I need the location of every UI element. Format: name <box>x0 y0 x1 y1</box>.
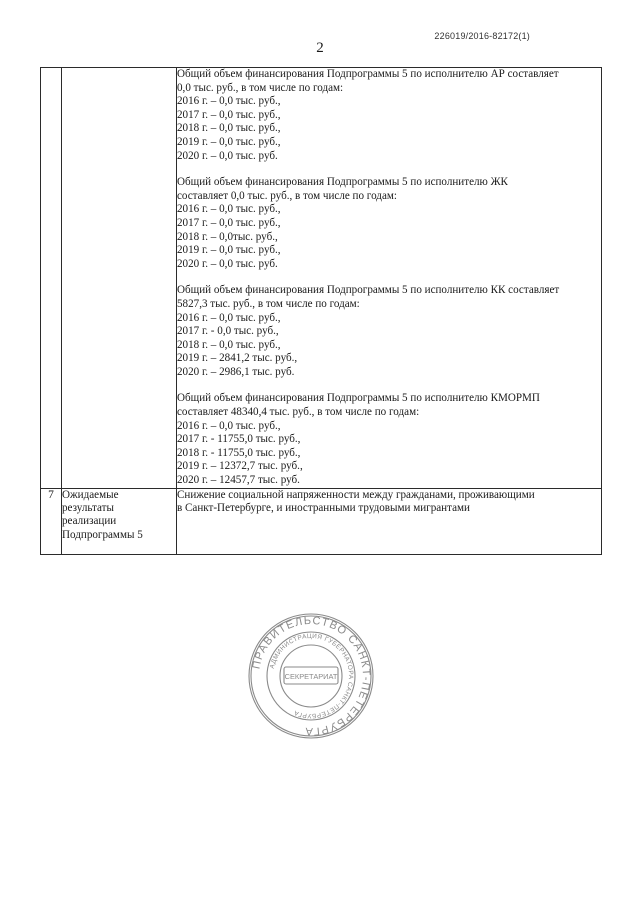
financing-details-cell <box>177 68 602 489</box>
table-row-financing <box>41 68 602 489</box>
financing-year-line: 2018 г. - 11755,0 тыс. руб., <box>177 446 301 459</box>
financing-year-line: 2019 г. – 0,0 тыс. руб., <box>177 244 281 257</box>
row-number-cell-empty <box>41 68 62 489</box>
financing-year-line: 2020 г. – 0,0 тыс. руб. <box>177 257 278 270</box>
financing-year-line: 2020 г. – 0,0 тыс. руб. <box>177 149 278 162</box>
financing-year-line: 2019 г. – 2841,2 тыс. руб., <box>177 352 298 365</box>
financing-paragraph-ar <box>177 68 601 163</box>
page-number: 2 <box>316 40 324 56</box>
seal-inner-text: АДМИНИСТРАЦИЯ ГУБЕРНАТОРА САНКТ-ПЕТЕРБУРГА <box>268 632 355 720</box>
financing-year-line: 2018 г. – 0,0 тыс. руб., <box>177 122 281 135</box>
financing-intro-line: Общий объем финансирования Подпрограммы 5 по исполнителю КК составляет <box>177 284 560 297</box>
financing-year-line: 2020 г. – 12457,7 тыс. руб. <box>177 474 300 487</box>
financing-year-line: 2016 г. – 0,0 тыс. руб., <box>177 419 281 432</box>
row-name-line: результаты <box>62 502 114 515</box>
financing-paragraph-kk <box>177 284 601 379</box>
seal-outer-text: ПРАВИТЕЛЬСТВО САНКТ-ПЕТЕРБУРГА <box>250 614 373 738</box>
financing-year-line: 2016 г. – 0,0 тыс. руб., <box>177 203 281 216</box>
row-name-line: реализации <box>62 515 117 528</box>
financing-paragraph-kmormp <box>177 392 601 487</box>
row-number: 7 <box>41 488 62 554</box>
financing-year-line: 2018 г. – 0,0 тыс. руб., <box>177 338 281 351</box>
financing-year-line: 2019 г. – 0,0 тыс. руб., <box>177 135 281 148</box>
row-name-line: Подпрограммы 5 <box>62 528 143 541</box>
financing-year-line: 2019 г. – 12372,7 тыс. руб., <box>177 460 303 473</box>
financing-paragraph-zhk <box>177 176 601 271</box>
financing-intro-line: Общий объем финансирования Подпрограммы 5 по исполнителю ЖК <box>177 176 508 189</box>
financing-intro-line: составляет 0,0 тыс. руб., в том числе по годам: <box>177 189 397 202</box>
financing-year-line: 2016 г. – 0,0 тыс. руб., <box>177 311 281 324</box>
financing-year-line: 2018 г. – 0,0тыс. руб., <box>177 230 278 243</box>
expected-results-cell <box>177 488 602 554</box>
financing-intro-line: 0,0 тыс. руб., в том числе по годам: <box>177 81 344 94</box>
financing-year-line: 2017 г. - 11755,0 тыс. руб., <box>177 433 301 446</box>
financing-intro-line: Общий объем финансирования Подпрограммы 5 по исполнителю КМОРМП <box>177 392 540 405</box>
result-line: Снижение социальной напряженности между гражданами, проживающими <box>177 488 535 501</box>
row-name-line: Ожидаемые <box>62 488 119 501</box>
financing-year-line: 2017 г. – 0,0 тыс. руб., <box>177 108 281 121</box>
seal-center-text: СЕКРЕТАРИАТ <box>284 672 338 681</box>
financing-year-line: 2020 г. – 2986,1 тыс. руб. <box>177 365 295 378</box>
financing-year-line: 2017 г. - 0,0 тыс. руб., <box>177 325 279 338</box>
document-number: 226019/2016-82172(1) <box>434 31 530 41</box>
seal-graphic <box>247 612 375 740</box>
result-line: в Санкт-Петербурге, и иностранными трудовыми мигрантами <box>177 502 470 515</box>
table-row-expected-results <box>41 488 602 554</box>
financing-year-line: 2017 г. – 0,0 тыс. руб., <box>177 216 281 229</box>
row-name-cell-empty <box>62 68 177 489</box>
row-name-cell <box>62 488 177 554</box>
financing-intro-line: составляет 48340,4 тыс. руб., в том числе по годам: <box>177 406 420 419</box>
official-seal-stamp <box>247 612 375 740</box>
financing-intro-line: Общий объем финансирования Подпрограммы 5 по исполнителю АР составляет <box>177 68 559 80</box>
financing-intro-line: 5827,3 тыс. руб., в том числе по годам: <box>177 297 360 310</box>
program-table <box>40 67 602 555</box>
financing-year-line: 2016 г. – 0,0 тыс. руб., <box>177 95 281 108</box>
